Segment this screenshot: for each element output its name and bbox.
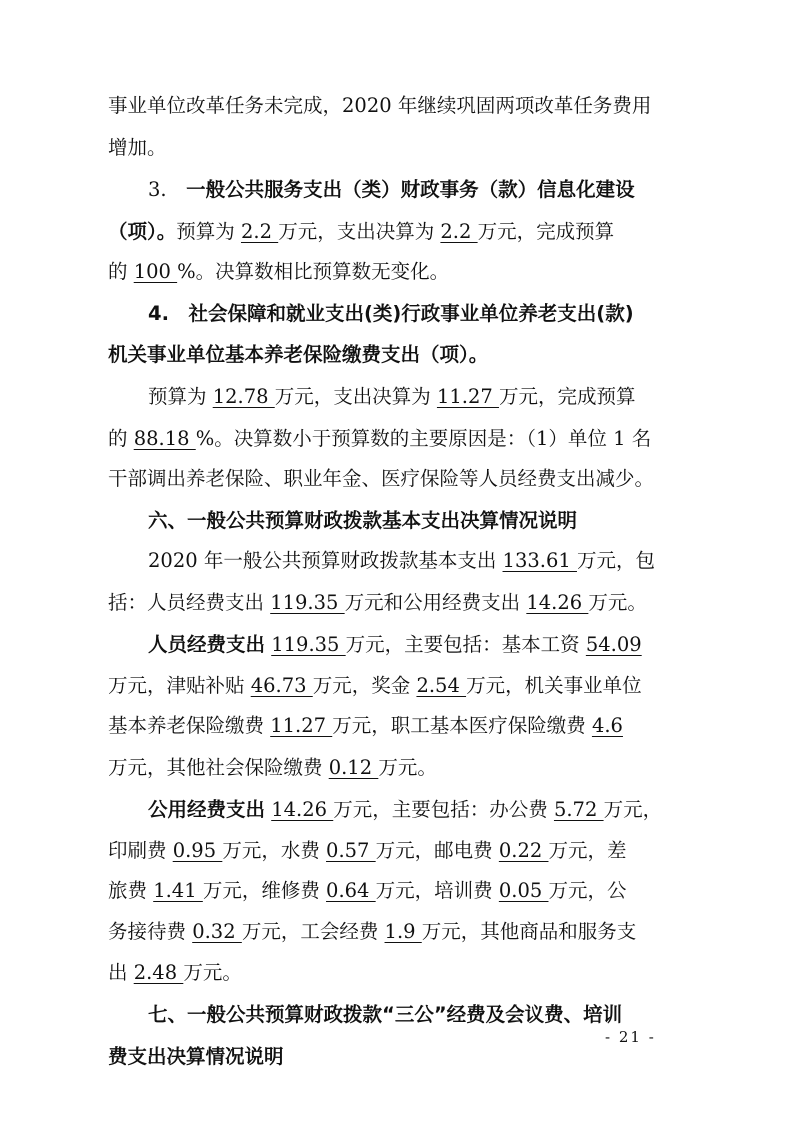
text-line (108, 666, 688, 706)
body-text: 万元，培训费 (375, 879, 499, 902)
body-text: 万元。 (183, 961, 242, 984)
body-text: 万元，奖金 (312, 674, 417, 697)
body-text: 事业单位改革任务未完成，2020 年继续巩固两项改革任务费用 (108, 94, 652, 117)
amount-value: 54.09 (585, 633, 642, 656)
body-text: 2020 年一般公共预算财政拨款基本支出 (148, 549, 503, 572)
text-line (148, 541, 688, 581)
text-line (148, 501, 688, 541)
amount-value: 4.6 (591, 714, 623, 737)
body-text: 务接待费 (108, 920, 193, 943)
amount-value: 0.57 (326, 839, 376, 862)
text-line (108, 871, 688, 911)
body-text: 干部调出养老保险、职业年金、医疗保险等人员经费支出减少。 (108, 467, 655, 490)
heading-text: 六、一般公共预算财政拨款基本支出决算情况说明 (148, 509, 578, 532)
amount-value: 0.12 (328, 756, 379, 779)
body-text: 预算为 (148, 385, 213, 408)
amount-value: 0.64 (326, 879, 376, 902)
amount-value: 2.54 (416, 674, 467, 697)
body-text: 万元。 (378, 756, 437, 779)
heading-text: （项）。 (108, 220, 177, 243)
text-line (108, 128, 688, 168)
body-text: 万元，完成预算 (477, 220, 615, 243)
text-line (108, 212, 688, 252)
text-line (148, 294, 688, 334)
amount-value: 1.9 (384, 920, 422, 943)
text-line (108, 86, 688, 126)
amount-value: 2.2 (440, 220, 478, 243)
amount-value: 11.27 (436, 385, 499, 408)
text-line (108, 583, 688, 623)
amount-value: 12.78 (212, 385, 275, 408)
amount-value: 119.35 (270, 591, 345, 614)
body-text: 万元。 (588, 591, 647, 614)
body-text: %。决算数相比预算数无变化。 (177, 260, 450, 283)
body-text: 万元，维修费 (202, 879, 327, 902)
body-text: 万元，公 (548, 879, 627, 902)
body-text: 万元，支出决算为 (278, 220, 441, 243)
text-line (148, 625, 688, 665)
amount-value: 88.18 (133, 427, 196, 450)
body-text: 万元，主要包括：基本工资 (345, 633, 586, 656)
body-text: 增加。 (108, 136, 167, 159)
amount-value: 0.32 (192, 920, 242, 943)
text-line (148, 377, 688, 417)
body-text: 的 (108, 260, 134, 283)
text-line (108, 748, 688, 788)
body-text: 万元，职工基本医疗保险缴费 (332, 714, 592, 737)
body-text: %。决算数小于预算数的主要原因是：（1）单位 1 名 (195, 427, 652, 450)
body-text: 万元，包 (576, 549, 655, 572)
body-text: 万元，工会经费 (241, 920, 385, 943)
body-text: 万元，其他商品和服务支 (421, 920, 637, 943)
amount-value: 2.48 (133, 961, 184, 984)
text-line (148, 790, 688, 830)
amount-value: 1.41 (153, 879, 203, 902)
body-text: 万元，水费 (222, 839, 327, 862)
amount-value: 46.73 (250, 674, 313, 697)
text-line (108, 252, 688, 292)
body-text: 万元，支出决算为 (274, 385, 437, 408)
body-text: 旅费 (108, 879, 154, 902)
heading-text: 机关事业单位基本养老保险缴费支出（项）。 (108, 343, 489, 366)
heading-text: 公用经费支出 (148, 798, 266, 821)
text-line (148, 170, 688, 210)
text-line (108, 419, 688, 459)
body-text: 万元，机关事业单位 (466, 674, 642, 697)
page-number: - 21 - (605, 1028, 656, 1046)
body-text: 预算为 (176, 220, 241, 243)
text-line (108, 912, 688, 952)
body-text: 万元，主要包括：办公费 (333, 798, 554, 821)
body-text: 万元， (603, 798, 663, 821)
heading-text: 人员经费支出 (148, 633, 266, 656)
body-text: 印刷费 (108, 839, 173, 862)
heading-text: 费支出决算情况说明 (108, 1045, 284, 1068)
amount-value: 5.72 (553, 798, 604, 821)
amount-value: 14.26 (271, 798, 334, 821)
amount-value: 119.35 (271, 633, 346, 656)
text-line (108, 335, 688, 375)
body-text: 3. (148, 178, 187, 201)
text-line (108, 831, 688, 871)
body-text: 万元，其他社会保险缴费 (108, 756, 329, 779)
amount-value: 133.61 (502, 549, 577, 572)
amount-value: 0.05 (498, 879, 549, 902)
body-text: 万元和公用经费支出 (344, 591, 527, 614)
text-line (108, 953, 688, 993)
amount-value: 0.95 (172, 839, 223, 862)
amount-value: 2.2 (240, 220, 279, 243)
body-text: 出 (108, 961, 134, 984)
amount-value: 11.27 (270, 714, 333, 737)
body-text: 万元，邮电费 (375, 839, 499, 862)
heading-text: 七、一般公共预算财政拨款“三公”经费及会议费、培训 (148, 1003, 623, 1026)
body-text: 万元，差 (548, 839, 627, 862)
body-text: 基本养老保险缴费 (108, 714, 271, 737)
amount-value: 100 (133, 260, 178, 283)
amount-value: 14.26 (526, 591, 589, 614)
text-line (108, 1037, 688, 1077)
amount-value: 0.22 (498, 839, 549, 862)
heading-text: 一般公共服务支出（类）财政事务（款）信息化建设 (186, 178, 635, 201)
heading-text: 4. 社会保障和就业支出(类)行政事业单位养老支出(款) (148, 302, 634, 325)
body-text: 括：人员经费支出 (108, 591, 271, 614)
text-line (108, 459, 688, 499)
text-line (108, 706, 688, 746)
body-text: 万元，完成预算 (498, 385, 636, 408)
body-text: 的 (108, 427, 134, 450)
body-text: 万元，津贴补贴 (108, 674, 251, 697)
